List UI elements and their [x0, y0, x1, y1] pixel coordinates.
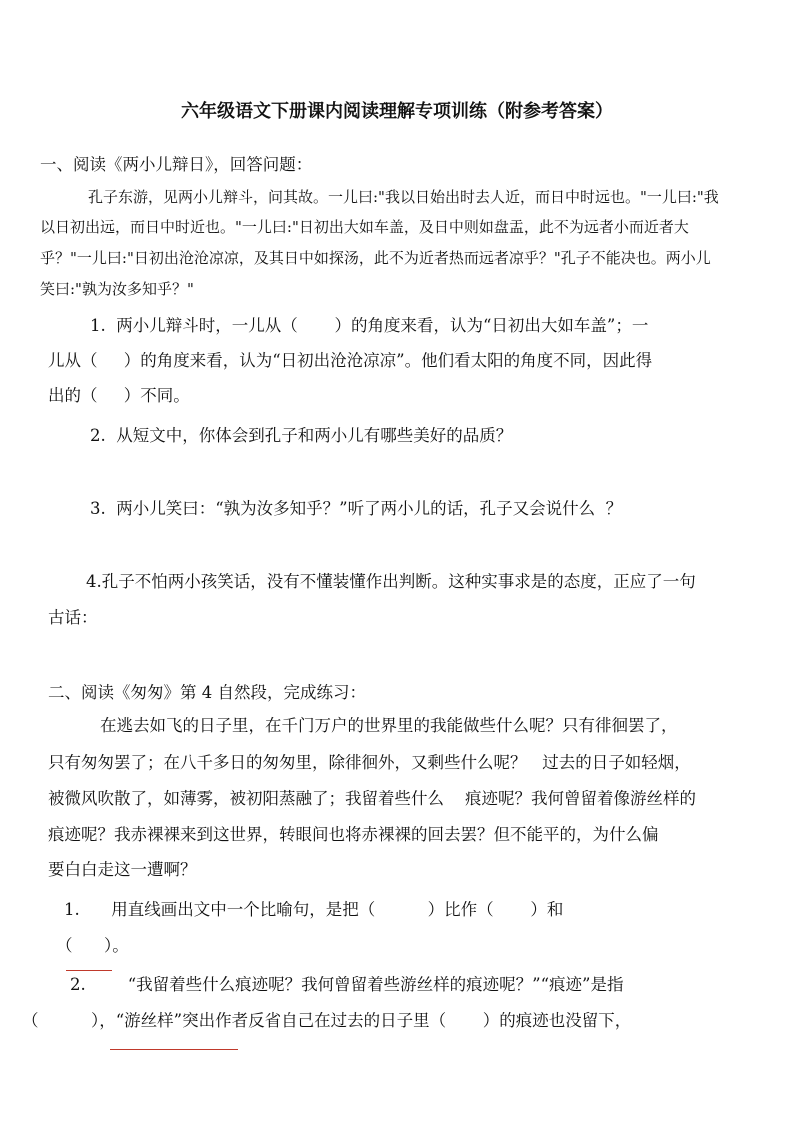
- s1-question-1-line: 出的（ ）不同。: [48, 386, 190, 405]
- s1-question-2: 2. 从短文中，你体会到孔子和两小儿有哪些美好的品质？: [90, 426, 513, 445]
- s2-passage-line: 在逃去如飞的日子里，在千门万户的世界里的我能做些什么呢？只有徘徊罢了，: [100, 716, 678, 735]
- section-2-heading: 二、阅读《匆匆》第 4 自然段，完成练习：: [48, 683, 366, 702]
- s1-question-1-line: 1. 两小儿辩斗时，一儿从（ ）的角度来看，认为“日初出大如车盖”；一: [90, 316, 649, 335]
- s2-question-2-line: 2. “我留着些什么痕迹呢？我何曾留着些游丝样的痕迹呢？”“痕迹”是指: [70, 975, 624, 994]
- s1-question-4-line: 4.孔子不怕两小孩笑话，没有不懂装懂作出判断。这种实事求是的态度，正应了一句: [86, 572, 696, 591]
- s2-passage-line: 被微风吹散了，如薄雾，被初阳蒸融了；我留着些什么 痕迹呢？我何曾留着像游丝样的: [48, 789, 696, 808]
- s2-question-2-line: （ ），“游丝样”突出作者反省自己在过去的日子里（ ）的痕迹也没留下，: [22, 1011, 632, 1030]
- s1-question-3: 3. 两小儿笑曰：“孰为汝多知乎？”听了两小儿的话，孔子又会说什么 ？: [90, 499, 623, 518]
- s2-passage-line: 痕迹呢？我赤裸裸来到这世界，转眼间也将赤裸裸的回去罢？但不能平的，为什么偏: [48, 825, 659, 844]
- s1-question-1-line: 儿从（ ）的角度来看，认为“日初出沧沧凉凉”。他们看太阳的角度不同，因此得: [48, 351, 653, 370]
- s1-passage-line: 孔子东游，见两小儿辩斗，问其故。一儿曰:"我以日始出时去人近，而日中时远也。"一儿曰:"我: [88, 188, 719, 206]
- s2-question-1-line: （ ）。: [56, 936, 129, 955]
- red-underline: [66, 970, 112, 971]
- s1-question-4-line: 古话：: [48, 608, 98, 627]
- section-1-heading: 一、阅读《两小儿辩日》，回答问题：: [40, 155, 313, 174]
- document-title: 六年级语文下册课内阅读理解专项训练（附参考答案）: [181, 101, 613, 122]
- s1-passage-line: 乎？"一儿曰:"日初出沧沧凉凉，及其日中如探汤，此不为近者热而远者凉乎？"孔子不能决也。两小儿: [40, 249, 711, 267]
- s2-passage-line: 只有匆匆罢了；在八千多日的匆匆里，除徘徊外，又剩些什么呢？ 过去的日子如轻烟，: [48, 753, 691, 772]
- s1-passage-line: 笑曰:"孰为汝多知乎？": [40, 280, 194, 298]
- s1-passage-line: 以日初出远，而日中时近也。"一儿曰:"日初出大如车盖，及日中则如盘盂，此不为远者小而近者大: [40, 218, 689, 236]
- s2-passage-line: 要白白走这一遭啊？: [48, 860, 197, 879]
- red-underline: [110, 1049, 238, 1050]
- s2-question-1-line: 1. 用直线画出文中一个比喻句，是把（ ）比作（ ）和: [64, 900, 564, 919]
